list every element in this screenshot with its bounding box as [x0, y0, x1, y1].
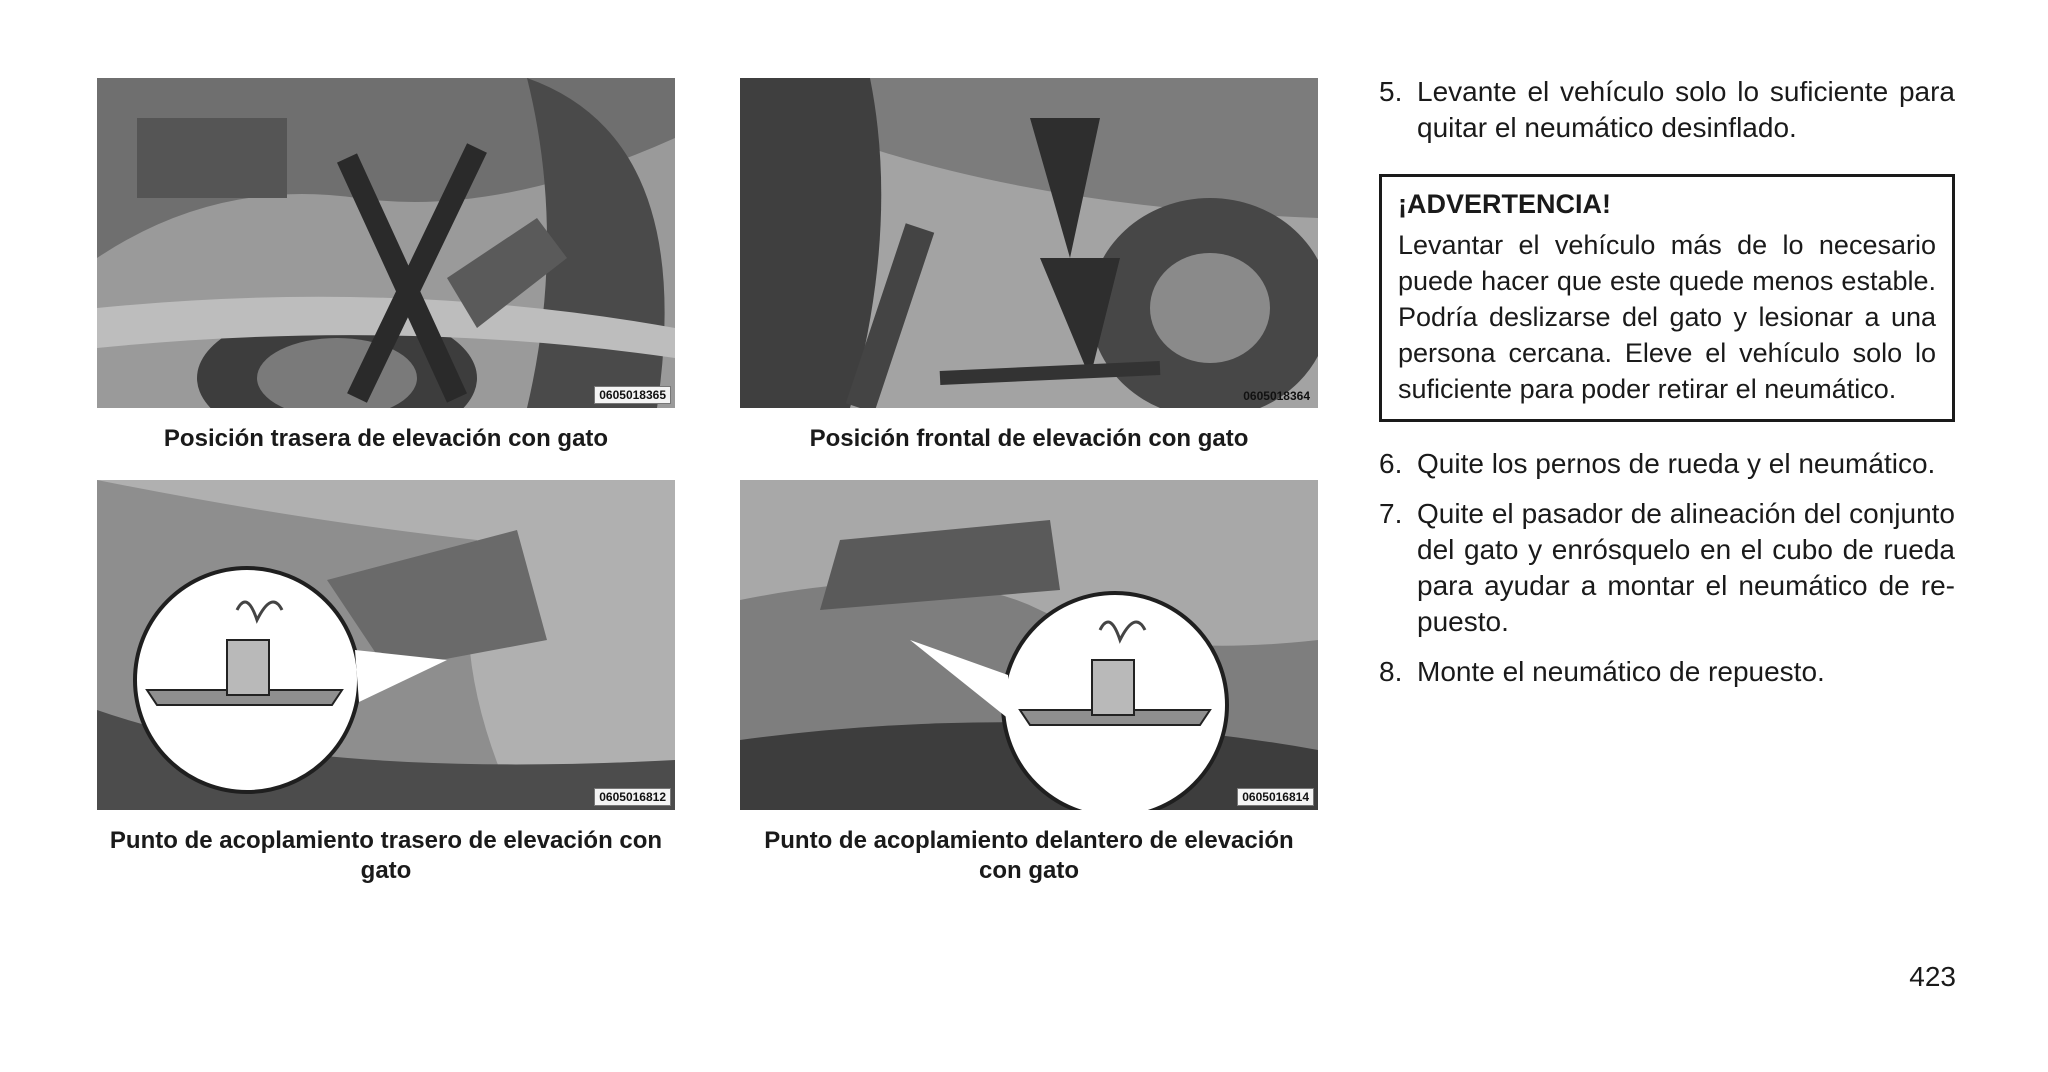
figure-code: 0605016812	[594, 788, 671, 806]
rear-jacking-point-illustration	[97, 480, 675, 810]
step-text: Quite el pasador de alineación del conjunto del gato y enrósquelo en el cubo de rueda para ayudar a montar el neumático de re-puesto.	[1417, 498, 1955, 637]
warning-title: ¡ADVERTENCIA!	[1398, 189, 1611, 219]
warning-box	[1379, 174, 1955, 422]
list-item	[1379, 496, 1955, 640]
instructions-column	[1379, 74, 1955, 690]
page-number: 423	[1909, 961, 1956, 992]
figure-front-jacking-point	[740, 480, 1318, 810]
step-number: 6.	[1379, 448, 1403, 479]
step-text: Quite los pernos de rueda y el neumático.	[1417, 448, 1936, 479]
figure-caption: Posición frontal de elevación con gato	[809, 425, 1249, 452]
figure-front-jack-position	[740, 78, 1318, 408]
figure-rear-jacking-point	[97, 480, 675, 810]
front-jack-illustration	[740, 78, 1318, 408]
figure-caption: Punto de acoplamiento trasero de elevación con gato	[109, 827, 663, 884]
figure-caption: Punto de acoplamiento delantero de elevación con gato	[764, 827, 1294, 884]
figure-code: 0605016814	[1237, 788, 1314, 806]
step-text: Levante el vehículo solo lo suficiente para quitar el neumático desinflado.	[1417, 76, 1955, 143]
list-item	[1379, 446, 1955, 482]
step-number: 5.	[1379, 76, 1403, 107]
list-item	[1379, 654, 1955, 690]
warning-body: Levantar el vehículo más de lo necesario puede hacer que este quede menos estable. Podría deslizarse del gato y lesionar a una persona cercana. Eleve el vehículo solo lo suficiente para poder retirar el neumático.	[1398, 230, 1936, 404]
figure-rear-jack-position	[97, 78, 675, 408]
front-jacking-point-illustration	[740, 480, 1318, 810]
figure-code: 0605018365	[594, 386, 671, 404]
figure-code: 0605018364	[1243, 389, 1310, 403]
list-item	[1379, 74, 1955, 146]
step-text: Monte el neumático de repuesto.	[1417, 656, 1825, 687]
step-number: 7.	[1379, 498, 1403, 529]
step-number: 8.	[1379, 656, 1403, 687]
figure-caption: Posición trasera de elevación con gato	[163, 425, 609, 452]
rear-jack-illustration	[97, 78, 675, 408]
